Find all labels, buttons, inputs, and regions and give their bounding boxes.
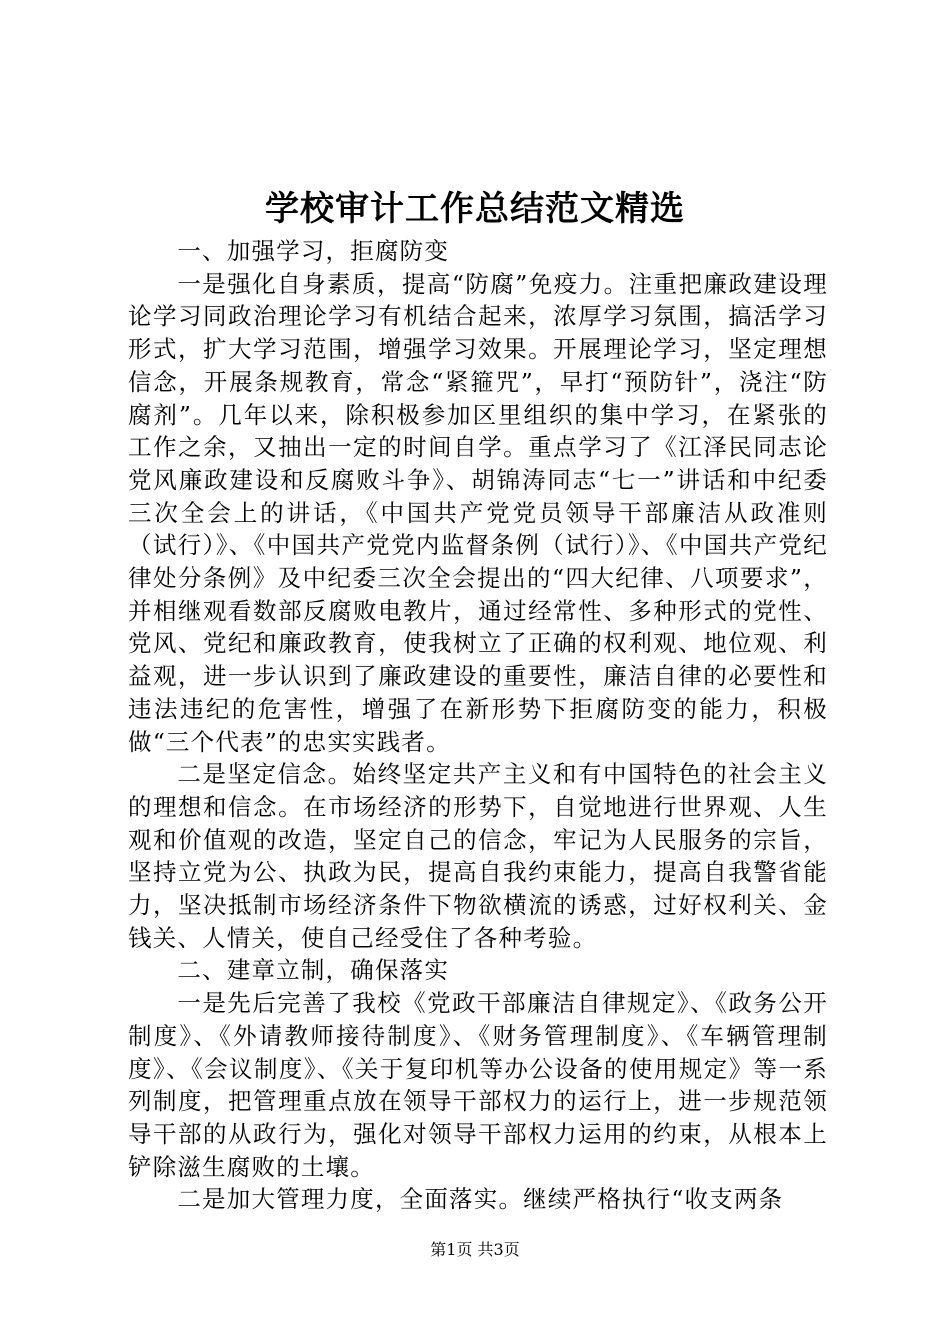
paragraph: 二是加大管理力度，全面落实。继续严格执行“收支两条: [177, 1185, 784, 1214]
paragraph: 一是先后完善了我校《党政干部廉洁自律规定》、《政务公开制度》、《外请教师接待制度》、《财务管理制度》、《车辆管理制度》、《会议制度》、《关于复印机等办公设备的使用规定》等一系列制度，把管理重点放在领导干部权力的运行上，进一步规范领导干部的从政行为，强化对领导干部权力运用的约束，从根本上铲除滋生腐败的土壤。: [128, 989, 828, 1181]
paragraph: 二是坚定信念。始终坚定共产主义和有中国特色的社会主义的理想和信念。在市场经济的形势下，自觉地进行世界观、人生观和价值观的改造，坚定自己的信念，牢记为人民服务的宗旨，坚持立党为公、执政为民，提高自我约束能力，提高自我警省能力，坚决抵制市场经济条件下物欲横流的诱惑，过好权利关、金钱关、人情关，使自己经受住了各种考验。: [128, 760, 828, 952]
document-title: 学校审计工作总结范文精选: [265, 189, 685, 229]
paragraph: 一是强化自身素质，提高“防腐”免疫力。注重把廉政建设理论学习同政治理论学习有机结合起来，浓厚学习氛围，搞活学习形式，扩大学习范围，增强学习效果。开展理论学习，坚定理想信念，开展条规教育，常念“紧箍咒”，早打“预防针”，浇注“防腐剂”。几年以来，除积极参加区里组织的集中学习，在紧张的工作之余，又抽出一定的时间自学。重点学习了《江泽民同志论党风廉政建设和反腐败斗争》、胡锦涛同志“七一”讲话和中纪委三次全会上的讲话，《中国共产党党员领导干部廉洁从政准则（试行）》、《中国共产党党内监督条例（试行）》、《中国共产党纪律处分条例》及中纪委三次全会提出的“四大纪律、八项要求”，并相继观看数部反腐败电教片，通过经常性、多种形式的党性、党风、党纪和廉政教育，使我树立了正确的权利观、地位观、利益观，进一步认识到了廉政建设的重要性，廉洁自律的必要性和违法违纪的危害性，增强了在新形势下拒腐防变的能力，积极做“三个代表”的忠实实践者。: [128, 269, 828, 756]
page-footer: 第1页 共3页: [430, 1240, 520, 1259]
section-heading-2: 二、建章立制，确保落实: [177, 956, 450, 985]
document-body: [128, 235, 828, 1216]
section-heading-1: 一、加强学习，拒腐防变: [177, 237, 450, 265]
